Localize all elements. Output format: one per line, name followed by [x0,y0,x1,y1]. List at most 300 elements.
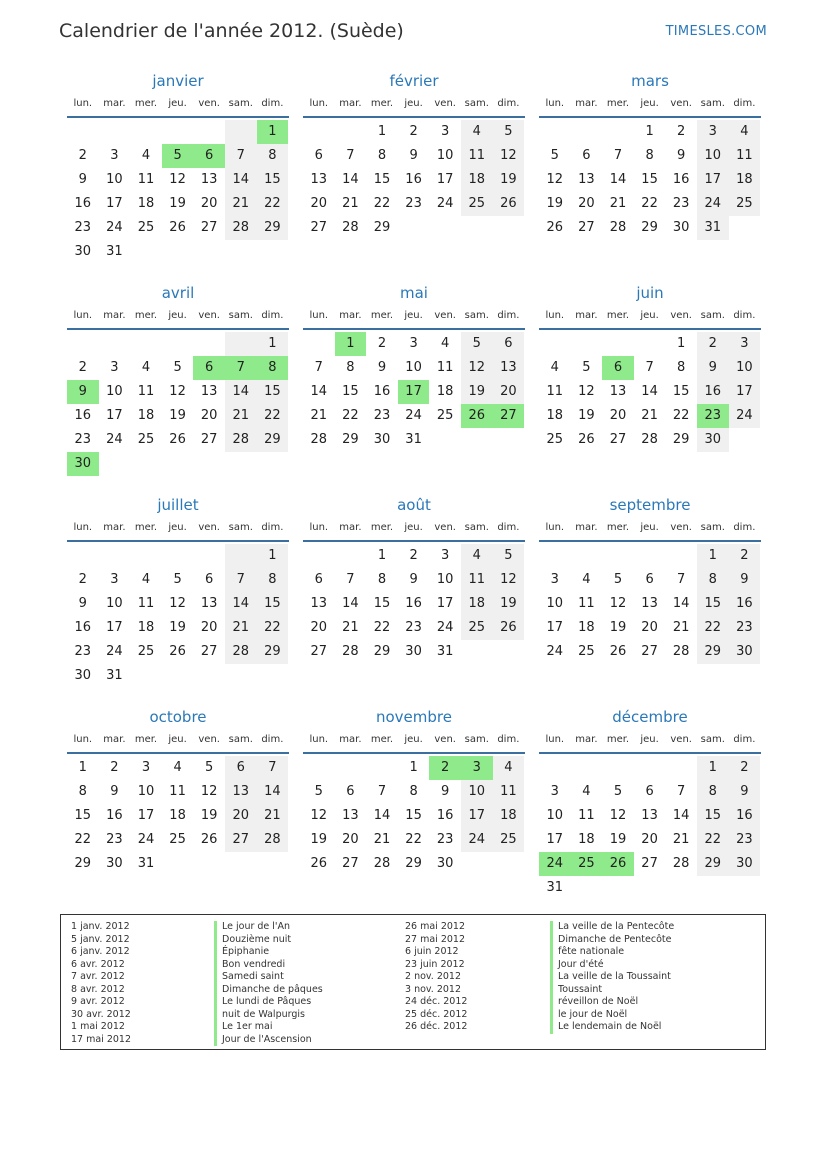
week-row [303,592,525,616]
day-cell: 11 [546,384,564,399]
day-cell: 6 [193,144,225,168]
day-cell: 26 [169,644,186,659]
day-cell: 12 [310,808,328,823]
day-cell: 18 [461,168,493,192]
week-row [67,568,289,592]
week-row [67,616,289,640]
day-cell: 9 [729,780,761,804]
holiday-date: 23 juin 2012 [405,958,465,970]
empty-cell [729,428,761,452]
day-cell: 20 [641,620,658,635]
day-cell: 16 [436,808,454,823]
day-cell: 6 [193,356,225,380]
day-cell: 21 [310,408,328,423]
day-cell: 8 [377,148,387,163]
day-cell: 19 [609,832,627,847]
day-cell: 23 [405,196,422,211]
day-cell: 17 [106,620,123,635]
day-cell: 6 [602,356,634,380]
day-cell: 6 [493,332,525,356]
week-row [303,332,525,356]
weekday-label: sam. [700,98,725,109]
week-row [67,828,289,852]
day-cell: 19 [169,408,186,423]
day-cell: 20 [225,804,257,828]
holiday-name: Le lundi de Pâques [214,996,323,1009]
day-cell: 12 [169,384,186,399]
day-cell: 24 [697,192,729,216]
weekday-label: lun. [545,98,565,109]
day-cell: 14 [609,172,627,187]
week-row [539,852,761,876]
day-cell: 18 [729,168,761,192]
day-cell: 2 [110,760,119,775]
day-cell: 13 [310,172,328,187]
weekday-label: sam. [228,310,253,321]
week-row [303,828,525,852]
day-cell: 9 [441,784,450,799]
day-cell: 29 [74,856,92,871]
day-cell: 26 [169,432,186,447]
day-cell: 22 [373,196,391,211]
empty-cell [225,332,257,356]
day-cell: 9 [729,568,761,592]
month-name: juin [636,284,664,302]
empty-cell [193,452,225,476]
empty-cell [193,332,225,356]
week-row [539,192,761,216]
day-cell: 21 [225,616,257,640]
day-cell: 30 [729,852,761,876]
weekday-label: mer. [606,734,630,745]
day-cell: 27 [225,828,257,852]
day-cell: 12 [200,784,218,799]
week-row [67,544,289,568]
day-cell: 1 [677,336,686,351]
weekday-label: mer. [134,310,158,321]
week-row [67,356,289,380]
week-row [303,780,525,804]
empty-cell [162,452,194,476]
weekday-label: lun. [73,310,93,321]
empty-cell [493,428,525,452]
week-row [67,120,289,144]
day-cell: 31 [106,668,123,683]
holiday-name: Bon vendredi [214,959,323,972]
month-name: août [397,496,431,514]
day-cell: 10 [546,808,564,823]
day-cell: 29 [257,640,289,664]
month-name: mars [631,72,669,90]
weekday-label: mer. [606,98,630,109]
month-name: avril [161,284,195,302]
weekday-label: lun. [545,522,565,533]
weekday-label: lun. [73,734,93,745]
empty-cell [130,544,162,568]
empty-cell [539,544,571,568]
holiday-name: nuit de Walpurgis [214,1009,323,1022]
day-cell: 14 [672,808,690,823]
month-6 [67,496,289,688]
weekday-label: sam. [700,310,725,321]
day-cell: 21 [672,620,690,635]
day-cell: 14 [641,384,658,399]
day-cell: 21 [257,804,289,828]
week-row [67,780,289,804]
empty-cell [665,756,697,780]
day-cell: 4 [141,360,151,375]
day-cell: 24 [539,852,571,876]
holiday-date: 9 avr. 2012 [71,996,125,1007]
day-cell: 10 [137,784,155,799]
day-cell: 27 [310,644,328,659]
day-cell: 3 [697,120,729,144]
weekday-label: lun. [545,310,565,321]
day-cell: 14 [225,168,257,192]
day-cell: 29 [697,640,729,664]
month-0 [67,72,289,264]
empty-cell [257,852,289,876]
weekday-header [303,520,525,542]
day-cell: 1 [257,332,289,356]
day-cell: 25 [436,408,454,423]
day-cell: 29 [257,428,289,452]
day-cell: 31 [137,856,155,871]
empty-cell [429,216,461,240]
empty-cell [335,544,367,568]
weekday-label: dim. [733,98,756,109]
day-cell: 3 [110,360,119,375]
day-cell: 11 [461,144,493,168]
holiday-name: Jour d'été [550,959,674,972]
empty-cell [493,216,525,240]
week-row [303,616,525,640]
day-cell: 13 [200,596,218,611]
holiday-date: 25 déc. 2012 [405,1008,468,1020]
day-cell: 15 [74,808,92,823]
week-row [67,216,289,240]
holiday-date: 30 avr. 2012 [71,1008,131,1020]
empty-cell [225,664,257,688]
empty-cell [225,120,257,144]
day-cell: 15 [373,172,391,187]
weekday-label: sam. [464,98,489,109]
empty-cell [193,120,225,144]
day-cell: 3 [110,572,119,587]
empty-cell [571,876,603,900]
empty-cell [571,120,603,144]
day-cell: 2 [409,548,418,563]
day-cell: 22 [672,408,690,423]
empty-cell [225,240,257,264]
day-cell: 23 [436,832,454,847]
day-cell: 5 [173,572,182,587]
empty-cell [461,216,493,240]
month-name: février [389,72,439,90]
day-cell: 18 [137,196,155,211]
empty-cell [335,120,367,144]
day-cell: 1 [335,332,367,356]
day-cell: 29 [405,856,422,871]
day-cell: 23 [405,620,422,635]
day-cell: 30 [672,220,690,235]
holiday-name: La veille de la Pentecôte [550,921,674,934]
empty-cell [461,852,493,876]
weekday-label: mar. [339,310,362,321]
empty-cell [130,332,162,356]
day-cell: 26 [546,220,564,235]
empty-cell [67,544,99,568]
day-cell: 5 [613,572,623,587]
empty-cell [729,876,761,900]
weekday-label: dim. [261,98,284,109]
day-cell: 20 [200,620,218,635]
day-cell: 16 [74,196,92,211]
day-cell: 26 [200,832,218,847]
month-name: juillet [157,496,199,514]
day-cell: 26 [169,220,186,235]
day-cell: 26 [310,856,328,871]
day-cell: 30 [74,668,92,683]
day-cell: 17 [461,804,493,828]
holiday-dates-col-2 [405,921,467,1034]
weekday-label: jeu. [640,522,659,533]
weekday-header [539,308,761,330]
day-cell: 7 [645,360,654,375]
day-cell: 20 [200,408,218,423]
week-row [539,592,761,616]
empty-cell [162,852,194,876]
weekday-label: lun. [309,98,329,109]
day-cell: 26 [609,644,627,659]
week-row [303,640,525,664]
day-cell: 26 [461,404,493,428]
day-cell: 23 [74,644,92,659]
day-cell: 20 [310,620,328,635]
day-cell: 15 [697,592,729,616]
month-name: janvier [152,72,204,90]
month-2 [539,72,761,240]
weekday-label: mer. [370,310,394,321]
day-cell: 17 [137,808,155,823]
empty-cell [697,876,729,900]
day-cell: 15 [641,172,658,187]
holiday-name: Samedi saint [214,971,323,984]
day-cell: 6 [645,784,654,799]
day-cell: 11 [578,808,595,823]
day-cell: 4 [461,120,493,144]
day-cell: 1 [78,760,87,775]
weekday-header [67,520,289,542]
day-cell: 28 [373,856,391,871]
week-row [539,756,761,780]
empty-cell [162,664,194,688]
month-10 [303,708,525,876]
month-name: mai [400,284,428,302]
day-cell: 18 [169,808,186,823]
week-row [539,640,761,664]
holiday-date: 5 janv. 2012 [71,933,130,945]
day-cell: 11 [137,596,155,611]
weekday-label: mer. [370,734,394,745]
weekday-label: jeu. [404,734,423,745]
day-cell: 5 [205,760,214,775]
weekday-label: ven. [198,310,220,321]
week-row [303,568,525,592]
day-cell: 6 [225,756,257,780]
day-cell: 2 [677,124,686,139]
day-cell: 22 [373,620,391,635]
day-cell: 2 [377,336,387,351]
week-row [67,640,289,664]
day-cell: 11 [729,144,761,168]
empty-cell [461,428,493,452]
empty-cell [665,544,697,568]
week-row [303,428,525,452]
day-cell: 28 [641,432,658,447]
day-cell: 5 [613,784,623,799]
empty-cell [99,544,131,568]
empty-cell [335,756,367,780]
weekday-label: mer. [370,522,394,533]
brand-link[interactable]: TIMESLES.COM [665,24,767,39]
day-cell: 23 [729,828,761,852]
day-cell: 8 [409,784,418,799]
day-cell: 9 [110,784,119,799]
day-cell: 25 [137,644,155,659]
day-cell: 13 [200,384,218,399]
holiday-date: 26 déc. 2012 [405,1021,468,1032]
holiday-name: Le lendemain de Noël [550,1021,674,1034]
day-cell: 23 [672,196,690,211]
day-cell: 30 [405,644,422,659]
day-cell: 22 [641,196,658,211]
day-cell: 20 [578,196,595,211]
day-cell: 29 [373,220,391,235]
empty-cell [602,544,634,568]
day-cell: 15 [672,384,690,399]
day-cell: 13 [641,808,658,823]
day-cell: 10 [461,780,493,804]
week-row [303,544,525,568]
day-cell: 17 [697,168,729,192]
holiday-name: réveillon de Noël [550,996,674,1009]
day-cell: 8 [377,572,387,587]
empty-cell [162,240,194,264]
day-cell: 28 [342,644,359,659]
day-cell: 1 [257,544,289,568]
day-cell: 22 [74,832,92,847]
week-row [67,144,289,168]
day-cell: 12 [461,356,493,380]
day-cell: 22 [257,404,289,428]
day-cell: 18 [578,620,595,635]
day-cell: 8 [78,784,87,799]
week-row [67,452,289,476]
weekday-label: mer. [134,734,158,745]
day-cell: 31 [436,644,454,659]
weekday-label: mer. [134,522,158,533]
weekday-label: lun. [545,734,565,745]
day-cell: 1 [377,548,387,563]
day-cell: 12 [578,384,595,399]
weekday-label: mer. [606,310,630,321]
month-name: novembre [376,708,452,726]
holiday-date: 8 avr. 2012 [71,983,125,995]
day-cell: 27 [641,856,658,871]
day-cell: 19 [493,592,525,616]
day-cell: 6 [346,784,355,799]
day-cell: 12 [546,172,564,187]
weekday-label: jeu. [404,98,423,109]
day-cell: 19 [200,808,218,823]
day-cell: 22 [342,408,359,423]
weekday-label: jeu. [168,310,187,321]
day-cell: 2 [78,148,87,163]
day-cell: 18 [137,620,155,635]
day-cell: 7 [225,356,257,380]
week-row [303,852,525,876]
holiday-name: La veille de la Toussaint [550,971,674,984]
weekday-label: mer. [370,98,394,109]
week-row [67,804,289,828]
day-cell: 2 [78,572,87,587]
holiday-name: Épiphanie [214,946,323,959]
day-cell: 6 [314,148,323,163]
day-cell: 28 [225,428,257,452]
weekday-header [539,732,761,754]
empty-cell [493,852,525,876]
day-cell: 8 [697,568,729,592]
day-cell: 24 [106,220,123,235]
day-cell: 3 [110,148,119,163]
day-cell: 2 [729,544,761,568]
empty-cell [539,120,571,144]
day-cell: 2 [429,756,461,780]
holiday-date: 6 janv. 2012 [71,946,130,957]
weekday-label: mar. [103,310,126,321]
empty-cell [225,852,257,876]
day-cell: 25 [493,828,525,852]
week-row [539,428,761,452]
day-cell: 20 [310,196,328,211]
day-cell: 2 [78,360,87,375]
day-cell: 13 [641,596,658,611]
day-cell: 28 [672,644,690,659]
weekday-label: sam. [700,734,725,745]
day-cell: 5 [162,144,194,168]
day-cell: 10 [697,144,729,168]
day-cell: 22 [405,832,422,847]
day-cell: 11 [493,780,525,804]
empty-cell [257,240,289,264]
empty-cell [429,428,461,452]
day-cell: 21 [641,408,658,423]
week-row [67,404,289,428]
day-cell: 7 [677,572,686,587]
empty-cell [602,876,634,900]
empty-cell [257,664,289,688]
day-cell: 21 [225,192,257,216]
day-cell: 12 [169,172,186,187]
day-cell: 25 [137,220,155,235]
day-cell: 23 [74,220,92,235]
week-row [539,616,761,640]
day-cell: 7 [346,148,355,163]
day-cell: 24 [106,644,123,659]
day-cell: 29 [342,432,359,447]
day-cell: 25 [461,192,493,216]
